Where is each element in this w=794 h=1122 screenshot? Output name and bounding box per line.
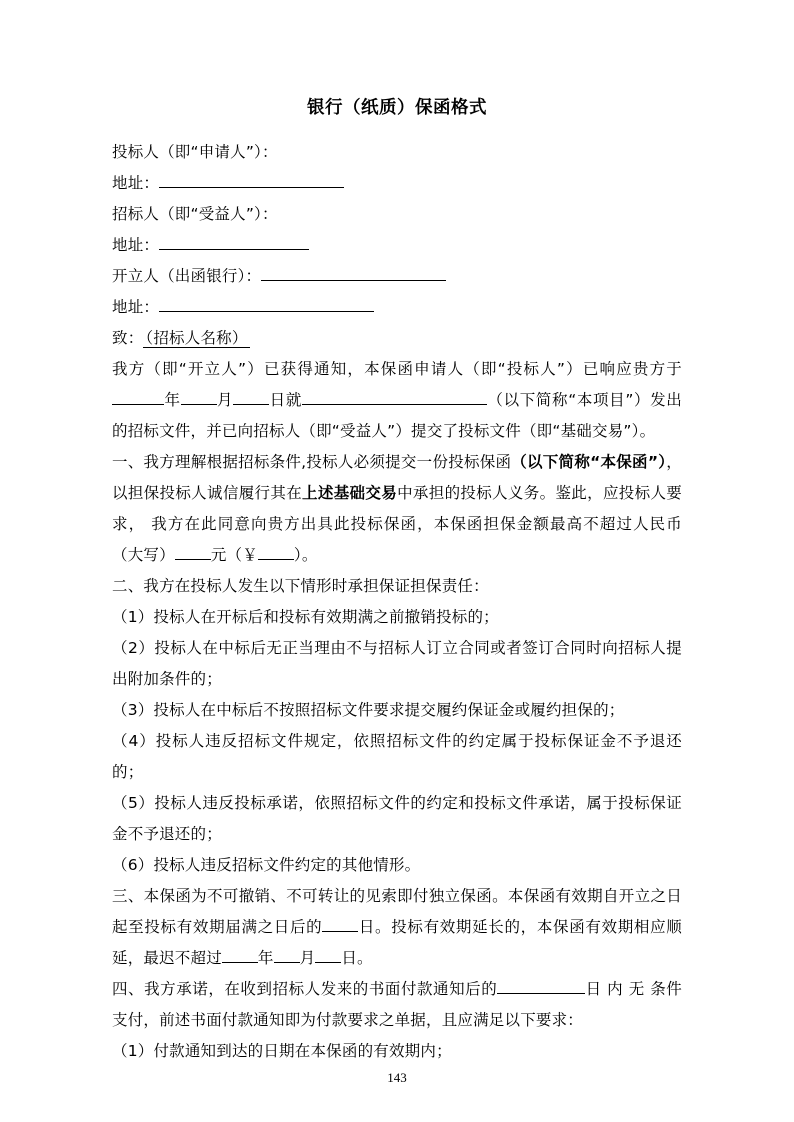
blank-day xyxy=(315,944,341,963)
list-item-text: （5）投标人违反投标承诺，依照招标文件的约定和投标文件承诺，属于投标保证金不予退还的； xyxy=(112,794,682,843)
field-tenderee-label xyxy=(112,199,682,230)
intro-text-b: 年 xyxy=(164,391,181,409)
clause2-text: 二、我方在投标人发生以下情形时承担保证担保责任： xyxy=(112,577,489,595)
blank-days xyxy=(322,913,358,932)
list-item xyxy=(112,1036,682,1067)
list-item-text: （1）付款通知到达的日期在本保函的有效期内； xyxy=(112,1042,452,1060)
addressee-line xyxy=(112,323,682,354)
field-label-text: 投标人（即“申请人”）： xyxy=(112,143,278,161)
field-bidder-label xyxy=(112,137,682,168)
list-item-text: （1）投标人在开标后和投标有效期满之前撤销投标的； xyxy=(112,608,499,626)
list-item xyxy=(112,850,682,881)
blank-year xyxy=(112,386,164,405)
field-issuer-bank xyxy=(112,261,682,292)
clause1-text-a: 一、我方理解根据招标条件,投标人必须提交一份投标保函 xyxy=(112,453,512,471)
paragraph-clause-2 xyxy=(112,571,682,602)
intro-text-a: 我方（即“开立人”）已获得通知，本保函申请人（即“投标人”）已响应贵方于 xyxy=(112,360,682,378)
list-item-text: （4）投标人违反招标文件规定，依照招标文件的约定属于投标保证金不予退还的； xyxy=(112,732,682,781)
paragraph-intro xyxy=(112,354,682,447)
blank-month xyxy=(181,386,217,405)
intro-text-c: 月 xyxy=(216,391,234,409)
field-label-text: 开立人（出函银行）： xyxy=(112,267,262,285)
list-item-text: （3）投标人在中标后不按照招标文件要求提交履约保证金或履约担保的； xyxy=(112,701,625,719)
blank-amount-words xyxy=(175,541,211,560)
addressee-prefix: 致： xyxy=(112,329,144,347)
list-item xyxy=(112,695,682,726)
clause3-text-b: 日。投标有效期延长的，本保函有效期相应顺延，最迟不超过 xyxy=(112,918,682,967)
page-title: 银行（纸质）保函格式 xyxy=(307,98,487,118)
list-item xyxy=(112,633,682,695)
clause3-text-d: 月 xyxy=(299,949,316,967)
list-item-text: （2）投标人在中标后无正当理由不与招标人订立合同或者签订合同时向招标人提出附加条件的； xyxy=(112,639,682,688)
blank-days xyxy=(497,975,585,994)
clause4-text-a: 四、我方承诺，在收到招标人发来的书面付款通知后的 xyxy=(112,980,498,998)
list-item xyxy=(112,788,682,850)
list-item-text: （6）投标人违反招标文件约定的其他情形。 xyxy=(112,856,421,874)
blank-amount-figures xyxy=(258,541,294,560)
clause1-bold-2: 上述基础交易 xyxy=(302,484,398,502)
field-label-text: 地址： xyxy=(112,236,160,254)
paragraph-clause-4 xyxy=(112,974,682,1036)
clause1-text-d: 元（￥ xyxy=(210,546,258,564)
field-label-text: 招标人（即“受益人”）： xyxy=(112,205,278,223)
field-label-text: 地址： xyxy=(112,298,160,316)
field-bidder-address xyxy=(112,168,682,199)
blank-month xyxy=(274,944,300,963)
field-tenderee-address xyxy=(112,230,682,261)
blank-year xyxy=(222,944,258,963)
blank-line xyxy=(159,231,309,250)
blank-line xyxy=(261,262,446,281)
blank-day xyxy=(233,386,269,405)
addressee-value: （招标人名称） xyxy=(145,329,248,347)
field-label-text: 地址： xyxy=(112,174,160,192)
list-item xyxy=(112,726,682,788)
blank-line xyxy=(159,169,344,188)
clause4-text-b: 日 内 无 条件支付，前述书面付款通知即为付款要求之单据，且应满足以下要求： xyxy=(112,980,682,1029)
clause1-text-b: ，以担保投标人诚信履行其在 xyxy=(112,453,682,502)
clause3-text-e: 日。 xyxy=(341,949,373,967)
blank-line xyxy=(159,293,374,312)
clause3-text-a: 三、本保函为不可撤销、不可转让的见索即付独立保函。本保函有效期自开立之日起至投标有效期届满之日后的 xyxy=(112,887,682,936)
blank-project xyxy=(302,386,487,405)
field-issuer-address xyxy=(112,292,682,323)
intro-text-e: （以下简称“本项目”）发出的招标文件，并已向招标人（即“受益人”）提交了投标文件（即“基础交易”）。 xyxy=(112,391,683,440)
list-item xyxy=(112,602,682,633)
page-number: 143 xyxy=(387,1070,407,1085)
clause1-text-c: 中承担的投标人义务。鉴此，应投标人要求， 我方在此同意向贵方出具此投标保函，本保函担保金额最高不超过人民币（大写） xyxy=(112,484,683,564)
paragraph-clause-1 xyxy=(112,447,682,571)
paragraph-clause-3 xyxy=(112,881,682,974)
clause3-text-c: 年 xyxy=(257,949,274,967)
intro-text-d: 日就 xyxy=(269,391,302,409)
clause1-text-e: ）。 xyxy=(293,546,318,564)
clause1-bold-1: （以下简称“本保函”） xyxy=(511,453,667,471)
